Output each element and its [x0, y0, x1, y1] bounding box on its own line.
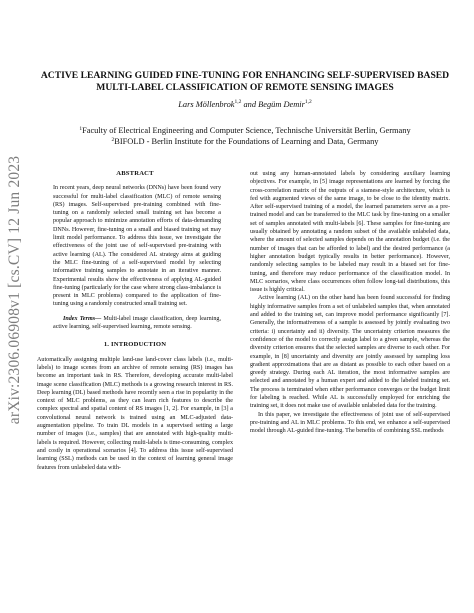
arxiv-stamp [4, 155, 26, 425]
introduction-paragraph-1-continued: out using any human-annotated labels by considering auxiliary learning objectives. For example, in [5] image representations are learned by forcing the cross-correlation matrix of the outputs of a siamese-style architecture, which is fed with augmented views of the same image, to be close to the identity matrix. After self-supervised training of a model, the learned parameters serve as a pre-trained model and can be transferred to the MLC task by fine-tuning on a smaller set of samples annotated with multi-labels [6]. These samples for fine-tuning are usually obtained by annotating a random subset of the available unlabeled data, where the amount of selected samples depends on the annotation budget (i.e. the number of images that can be afforded to label) and the desired performance (a higher annotation budget typically results in better performance). However, randomly selecting samples to be labeled may result in a biased set for fine-tuning, and therefore may reduce performance of the classification model. In MLC scenarios, where class occurrences often follow long-tail distributions, this issue is highly critical. [250, 171, 450, 294]
affiliation-2-text: BIFOLD - Berlin Institute for the Foundations of Learning and Data, Germany [114, 137, 379, 146]
affiliation-1-marker: 1 [79, 126, 83, 132]
affiliation-2-marker: 2 [111, 137, 115, 143]
affiliation-1-text: Faculty of Electrical Engineering and Computer Science, Technische Universität Berlin, Germany [82, 126, 411, 135]
index-terms-label: Index Terms— [63, 315, 102, 322]
author-2-affil-marker: 1,2 [304, 99, 312, 105]
paper-title: ACTIVE LEARNING GUIDED FINE-TUNING FOR ENHANCING SELF-SUPERVISED BASED MULTI-LABEL CLASSIFICATION OF REMOTE SENSING IMAGES [40, 70, 450, 93]
right-column [250, 170, 450, 436]
introduction-paragraph-2: Active learning (AL) on the other hand has been found successful for finding highly informative samples from a set of unlabeled samples that, when annotated and added to the training set, can improve model performance significantly [7]. Generally, the informativeness of a sample is assessed by jointly evaluating two criteria: i) uncertainty and ii) diversity. The uncertainty criterion measures the confidence of the model to correctly assign label to a given sample, whereas the diversity criterion ensures that the selected samples are diverse to each other. For example, in [8] uncertainty and diversity are jointly assessed by sampling loss gradient approximations that are as distant as possible to each other based on a greedy strategy. During each AL iteration, the most informative samples are selected and annotated by a human expert and added to the labeled training set. The process is terminated when either performance converges or the budget limit for labeling is reached. While AL is successfully employed for enriching the training set, it does not make use of available unlabeled data for the training. [250, 295, 450, 410]
author-2-name: Begüm Demir [258, 100, 305, 109]
introduction-paragraph-1: Automatically assigning multiple land-use land-cover class labels (i.e., multi-labels) to image scenes from an archive of remote sensing (RS) images has become an important task in RS. Therefore, developing accurate multi-label image scene classification (MLC) methods is a growing research interest in RS. Deep learning (DL) based methods have recently seen a rise in popularity in the context of MLC problems, as they can learn rich features to describe the complex spectral and spatial content of RS images [1, 2]. For example, in [3] a convolutional neural network is trained using an MLC-adjusted data-augmentation pipeline. To train DL models in a supervised setting a large number of images (i.e., samples) that are annotated with high-quality multi-labels is required. However, collecting multi-labels is time-consuming, complex and costly in operational scenarios [4]. To address this issue self-supervised learning (SSL) methods can be used in the context of learning general image features from unlabeled data with- [37, 356, 233, 471]
index-terms-text: Multi-label image classification, deep learning, active learning, self-supervised learning, remote sensing. [53, 315, 221, 331]
authors-conjunction: and [241, 100, 259, 109]
abstract-heading: ABSTRACT [116, 170, 154, 177]
arxiv-stamp-text: arXiv:2306.06908v1 [cs.CV] 12 Jun 2023 [6, 155, 23, 425]
left-column [37, 170, 233, 472]
affiliation-1 [40, 125, 450, 136]
affiliation-2 [40, 136, 450, 147]
abstract-body: In recent years, deep neural networks (DNNs) have been found very successful for multi-label classification (MLC) of remote sensing (RS) images. Self-supervised pre-training combined with fine-tuning on a randomly selected small training set has become a popular approach to minimize annotation efforts of data-demanding DNNs. However, fine-tuning on a small and biased training set may limit model performance. To address this issue, we investigate the effectiveness of the joint use of self-supervised pre-training with active learning (AL). The considered AL strategy aims at guiding the MLC fine-tuning of a self-supervised model by selecting informative training samples to annotate in an iterative manner. Experimental results show the effectiveness of applying AL-guided fine-tuning (particularly for the case where strong class-imbalance is present in MLC problems) compared to the application of fine-tuning using a randomly constructed small training set. [53, 185, 221, 308]
author-1-affil-marker: 1,2 [234, 99, 242, 105]
index-terms [37, 315, 233, 332]
affiliations [40, 125, 450, 147]
author-1-name: Lars Möllenbrok [178, 100, 235, 109]
authors-line [40, 100, 450, 109]
introduction-paragraph-3: In this paper, we investigate the effectiveness of joint use of self-supervised pre-training and AL in MLC problems. To this end, we enhance a self-supervised model through AL-guided fine-tuning. The benefits of combining SSL methods [250, 411, 450, 435]
introduction-heading: 1. INTRODUCTION [103, 341, 167, 349]
